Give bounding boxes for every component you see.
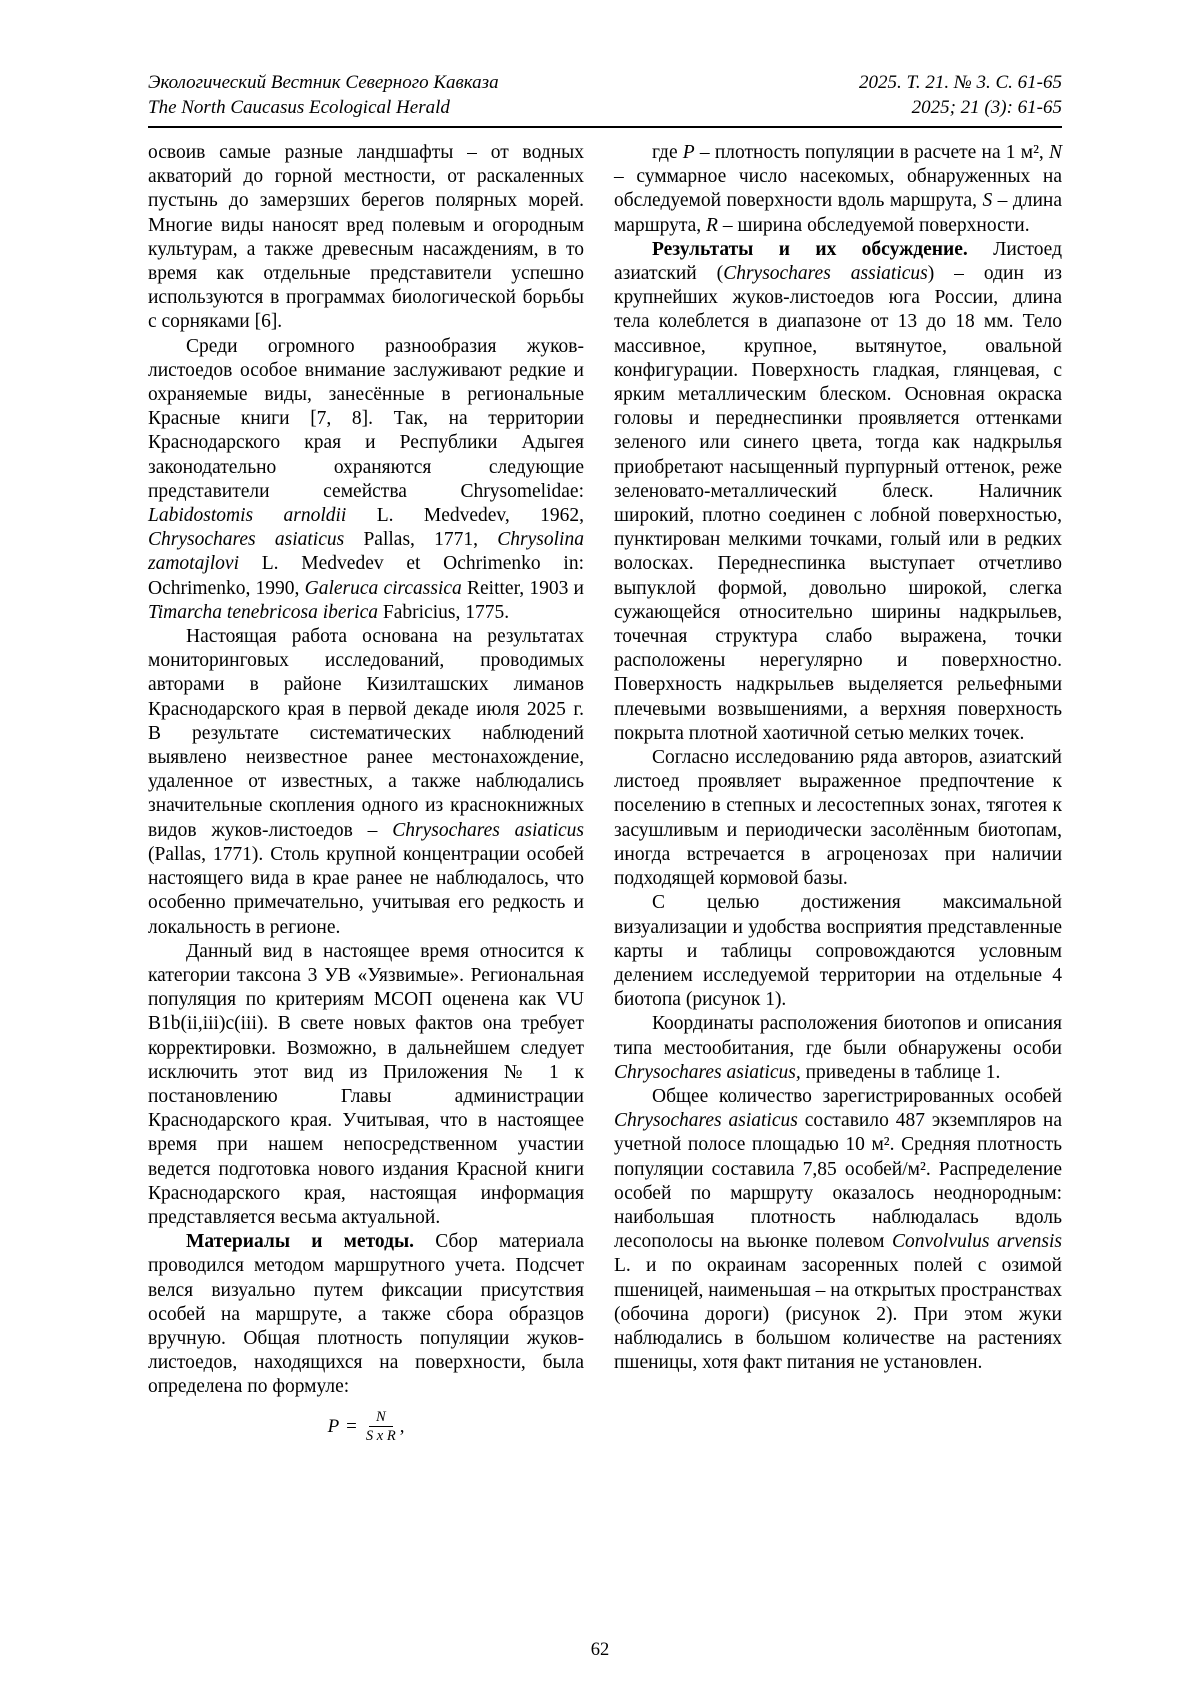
formula-numerator: N [369,1408,393,1428]
paragraph-text: Fabricius, 1775. [378,601,510,623]
section-heading: Результаты и их обсуждение. [652,238,968,260]
paragraph-text: Сбор материала проводился методом маршрутного учета. Подсчет велся визуально путем фиксации присутствия особей на маршруте, а также сбора образцов вручную. Общая плотность популяции жуков-листоедов, находящихся на поверхности, была определена по формуле: [148,1231,584,1398]
page-number: 62 [590,1640,610,1660]
journal-title-ru: Экологический Вестник Северного Кавказа [148,72,499,93]
formula-lhs: P [327,1415,340,1437]
formula-fraction [364,1408,398,1447]
paragraph-text: освоив самые разные ландшафты – от водных акваторий до горной местности, от раскаленных пустынь до замерзших берегов полярных морей. Многие виды наносят вред полевым и огородным культурам, а также древесным насаждениям, в то время как отдельные представители успешно используются в программах биологической борьбы с сорняками [6]. [148,142,584,333]
paragraph-text: – ширина обследуемой поверхности. [717,214,1030,236]
italic-term: Chrysolina zamotajlovi [148,529,584,575]
paragraph-text: Reitter, 1903 и [461,577,584,599]
formula-denominator: S x R [365,1428,396,1445]
paragraph-text: ) – один из крупнейших жуков-листоедов юга России, длина тела колеблется в диапазоне от 13 до 18 мм. Тело массивное, крупное, вытянутое, овальной конфигурации. Поверхность гладкая, глянцевая, с ярким металлическим блеском. Основная окраска головы и переднеспинки проявляется оттенками зеленого или синего цвета, тогда как надкрылья приобретают насыщенный пурпурный оттенок, реже зеленовато-металлический блеск. Наличник широкий, плотно соединен с лобной поверхностью, пунктирован мелкими точками, голый или в редких волосках. Переднеспинка выступает отчетливо выпуклой формой, довольно широкой, слегка сужающейся относительно ширины надкрыльев, точечная структура слабо выражена, точки расположены нерегулярно и поверхностно. Поверхность надкрыльев выделяется рельефными плечевыми возвышениями, а верхняя поверхность покрыта плотной хаотичной сетью мелких точек. [614,263,1063,744]
paragraph-text: Листоед азиатский ( [614,238,1063,285]
paragraph-text: – длина маршрута, [614,190,1062,236]
paragraph-text: составило 487 экземпляров на учетной полосе площадью 10 м². Средняя плотность популяции составила 7,85 особей/м². Распределение особей по маршруту оказалось неоднородным: наибольшая плотность наблюдалась вдоль лесополосы на вьюнке полевом [614,1110,1062,1253]
italic-term: Labidostomis arnoldii [148,505,347,527]
paragraph [148,625,584,940]
paragraph [614,746,1062,891]
journal-title-block [148,70,499,120]
italic-term: S [982,190,993,212]
italic-term: Convolvulus arvensis [892,1231,1063,1253]
citation-ru: 2025. Т. 21. № 3. С. 61-65 [858,72,1062,93]
citation-en: 2025; 21 (3): 61-65 [911,97,1062,118]
italic-term: N [1048,142,1062,163]
article-body [148,141,1062,1446]
paragraph [148,141,584,335]
paragraph-text: Общее количество зарегистрированных особей [652,1085,1062,1107]
italic-term: Chrysochares asiaticus [614,1110,798,1132]
italic-term: R [706,214,718,236]
density-formula [148,1408,584,1447]
paragraph-text: Pallas, 1771, [344,529,498,551]
paragraph-text: L. Medvedev et Ochrimenko in: Ochrimenko, 1990, [148,553,584,599]
left-column-text [148,141,584,1400]
paragraph [614,1012,1062,1085]
italic-term: Chrysochares asiaticus, [614,1061,801,1083]
paragraph-text: Координаты расположения биотопов и описания типа местообитания, где были обнаружены особи [614,1013,1062,1059]
italic-term: Timarcha tenebricosa iberica [148,601,379,623]
paragraph-text: Настоящая работа основана на результатах мониторинговых исследований, проводимых авторами в районе Кизилташских лиманов Краснодарского края в первой декаде июля 2025 г. В результате систематических наблюдений выявлено неизвестное ранее местонахождение, удаленное от известных, а также наблюдались значительные скопления одного из краснокнижных видов жуков-листоедов – [148,626,584,841]
journal-title-en: The North Caucasus Ecological Herald [148,97,450,118]
left-column [148,141,584,1446]
italic-term: Galeruca circassica [304,577,462,599]
right-column [614,141,1062,1446]
paragraph-text: L. Medvedev, 1962, [346,505,585,527]
paragraph-text: – плотность популяции в расчете на 1 м², [694,142,1049,163]
italic-term: Chrysochares asiaticus [148,529,345,551]
formula-equals-sign: = [346,1415,357,1437]
paragraph-text: где [652,142,683,163]
page-header [148,70,1062,128]
paragraph [148,940,584,1230]
italic-term: Chrysochares assiaticus [723,263,928,285]
italic-term: P [682,142,695,163]
right-column-text [614,141,1062,1375]
paragraph-text: Среди огромного разнообразия жуков-листоедов особое внимание заслуживают редкие и охраняемые виды, занесённые в региональные Красные книги [7, 8]. Так, на территории Краснодарского края и Республики Адыгея законодательно охраняются следующие представители семейства Chrysomelidae: [148,335,584,502]
paragraph-text: Данный вид в настоящее время относится к категории таксона 3 УВ «Уязвимые». Региональная популяция по критериям МСОП оценена как VU B1b(ii,iii)c(iii). В свете новых фактов она требует корректировки. Возможно, в дальнейшем следует исключить этот вид из Приложения № 1 к постановлению Главы администрации Краснодарского края. Учитывая, что в настоящее время при нашем непосредственном участии ведется подготовка нового издания Красной книги Краснодарского края, настоящая информация представляется весьма актуальной. [148,940,584,1228]
paragraph-text: (Pallas, 1771). Столь крупной концентрации особей настоящего вида в крае ранее не наблюдалось, что особенно примечательно, учитывая его редкость и локальность в регионе. [148,843,584,938]
paragraph [614,891,1062,1012]
paragraph [614,1085,1062,1375]
paragraph-text: С целью достижения максимальной визуализации и удобства восприятия представленные карты и таблицы сопровождаются условным делением исследуемой территории на отдельные 4 биотопа (рисунок 1). [614,892,1062,1011]
paragraph [614,141,1062,238]
paragraph-text: – суммарное число насекомых, обнаруженных на обследуемой поверхности вдоль маршрута, [614,166,1062,212]
paragraph [614,238,1062,746]
paragraph [148,335,584,625]
formula-comma: , [399,1415,405,1437]
page-footer [0,1640,1200,1661]
citation-block [859,70,1062,120]
section-heading: Материалы и методы. [186,1231,415,1253]
paragraph-text: Согласно исследованию ряда авторов, азиатский листоед проявляет выраженное предпочтение к поселению в степных и лесостепных зонах, тяготея к засушливым и периодически засолённым биотопам, иногда встречается в агроценозах при наличии подходящей кормовой базы. [614,747,1062,890]
paragraph [148,1230,584,1399]
paragraph-text: приведены в таблице 1. [800,1061,1001,1083]
italic-term: Chrysochares asiaticus [392,819,584,841]
paragraph-text: L. и по окраинам засоренных полей с озимой пшеницей, наименьшая – на открытых пространствах (обочина дороги) (рисунок 2). При этом жуки наблюдались в большом количестве на растениях пшеницы, хотя факт питания не установлен. [614,1255,1063,1374]
